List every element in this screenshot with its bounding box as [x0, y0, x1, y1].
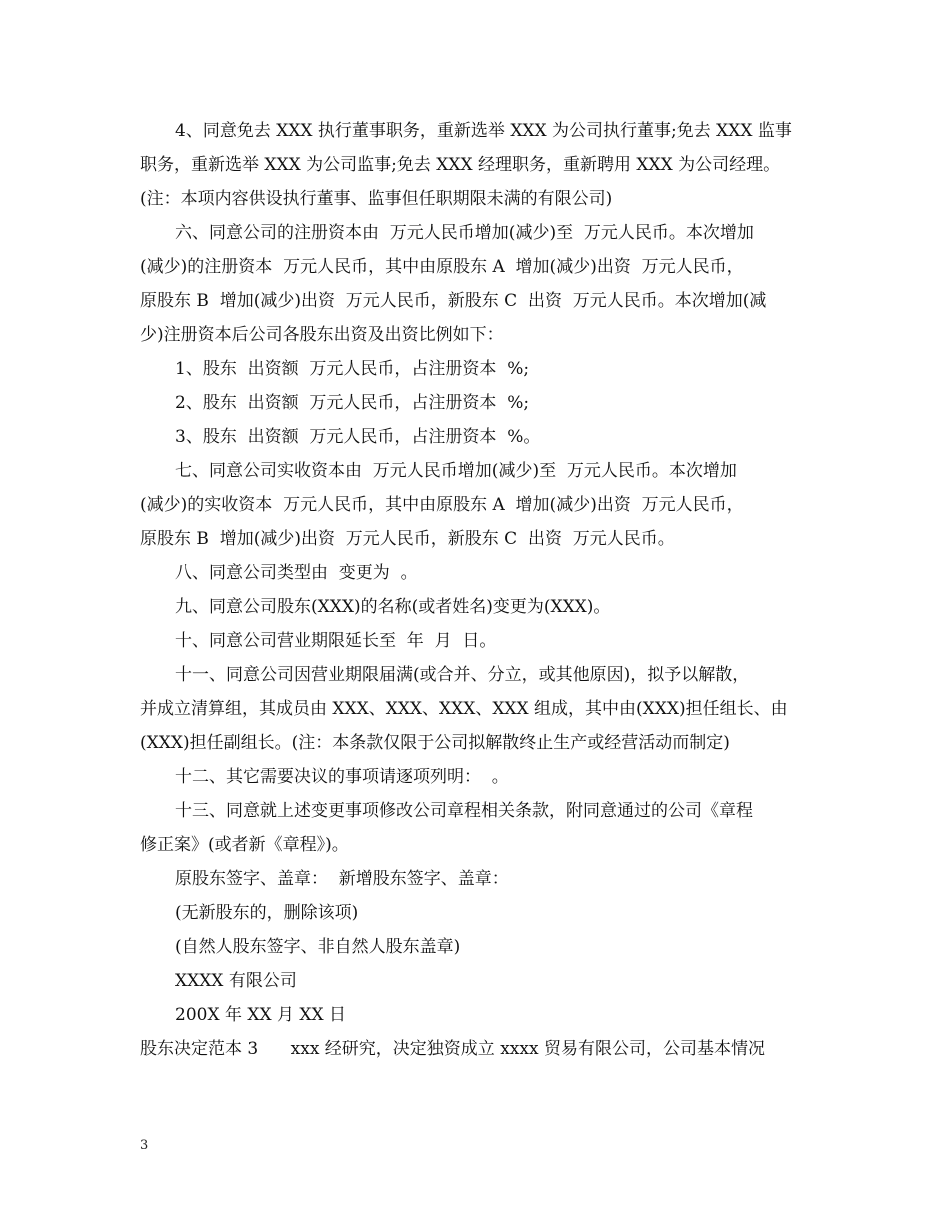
text-line: 八、同意公司类型由 变更为 。 [175, 563, 418, 583]
text-line: XXXX 有限公司 [175, 971, 297, 991]
page-number: 3 [140, 1138, 149, 1153]
text-line: 2、股东 出资额 万元人民币，占注册资本 %; [175, 393, 530, 413]
text-line: 4、同意免去 XXX 执行董事职务，重新选举 XXX 为公司执行董事;免去 XXX 监事 [175, 121, 792, 141]
text-line: 九、同意公司股东(XXX)的名称(或者姓名)变更为(XXX)。 [175, 597, 611, 617]
text-line: (减少)的注册资本 万元人民币，其中由原股东 A 增加(减少)出资 万元人民币， [140, 257, 744, 277]
text-line: 十一、同意公司因营业期限届满(或合并、分立，或其他原因)，拟予以解散， [175, 665, 750, 685]
text-line: 十三、同意就上述变更事项修改公司章程相关条款，附同意通过的公司《章程 [175, 801, 753, 821]
text-line: 职务，重新选举 XXX 为公司监事;免去 XXX 经理职务，重新聘用 XXX 为公司经理。 [140, 155, 781, 175]
text-line: (注：本项内容供设执行董事、监事但任职期限未满的有限公司) [140, 189, 613, 209]
text-line: 200X 年 XX 月 XX 日 [175, 1005, 346, 1025]
text-line: 原股东 B 增加(减少)出资 万元人民币，新股东 C 出资 万元人民币。 [140, 529, 675, 549]
text-line: (无新股东的，删除该项) [175, 903, 359, 923]
text-line: 股东决定范本 3 xxx 经研究，决定独资成立 xxxx 贸易有限公司，公司基本情况 [140, 1039, 765, 1059]
text-line: 并成立清算组，其成员由 XXX、XXX、XXX、XXX 组成，其中由(XXX)担任组长、由 [140, 699, 788, 719]
text-line: (减少)的实收资本 万元人民币，其中由原股东 A 增加(减少)出资 万元人民币， [140, 495, 744, 515]
text-line: 少)注册资本后公司各股东出资及出资比例如下： [140, 325, 504, 345]
text-line: 原股东 B 增加(减少)出资 万元人民币，新股东 C 出资 万元人民币。本次增加(减 [140, 291, 767, 311]
text-line: 十二、其它需要决议的事项请逐项列明： 。 [175, 767, 509, 787]
text-line: (XXX)担任副组长。(注：本条款仅限于公司拟解散终止生产或经营活动而制定) [140, 733, 730, 753]
text-line: 七、同意公司实收资本由 万元人民币增加(减少)至 万元人民币。本次增加 [175, 461, 737, 481]
text-line: 六、同意公司的注册资本由 万元人民币增加(减少)至 万元人民币。本次增加 [175, 223, 754, 243]
text-line: 1、股东 出资额 万元人民币，占注册资本 %; [175, 359, 530, 379]
text-line: (自然人股东签字、非自然人股东盖章) [175, 937, 461, 957]
text-line: 修正案》(或者新《章程》)。 [140, 835, 349, 855]
text-line: 3、股东 出资额 万元人民币，占注册资本 %。 [175, 427, 541, 447]
text-line: 原股东签字、盖章： 新增股东签字、盖章： [175, 869, 509, 889]
text-line: 十、同意公司营业期限延长至 年 月 日。 [175, 631, 497, 651]
